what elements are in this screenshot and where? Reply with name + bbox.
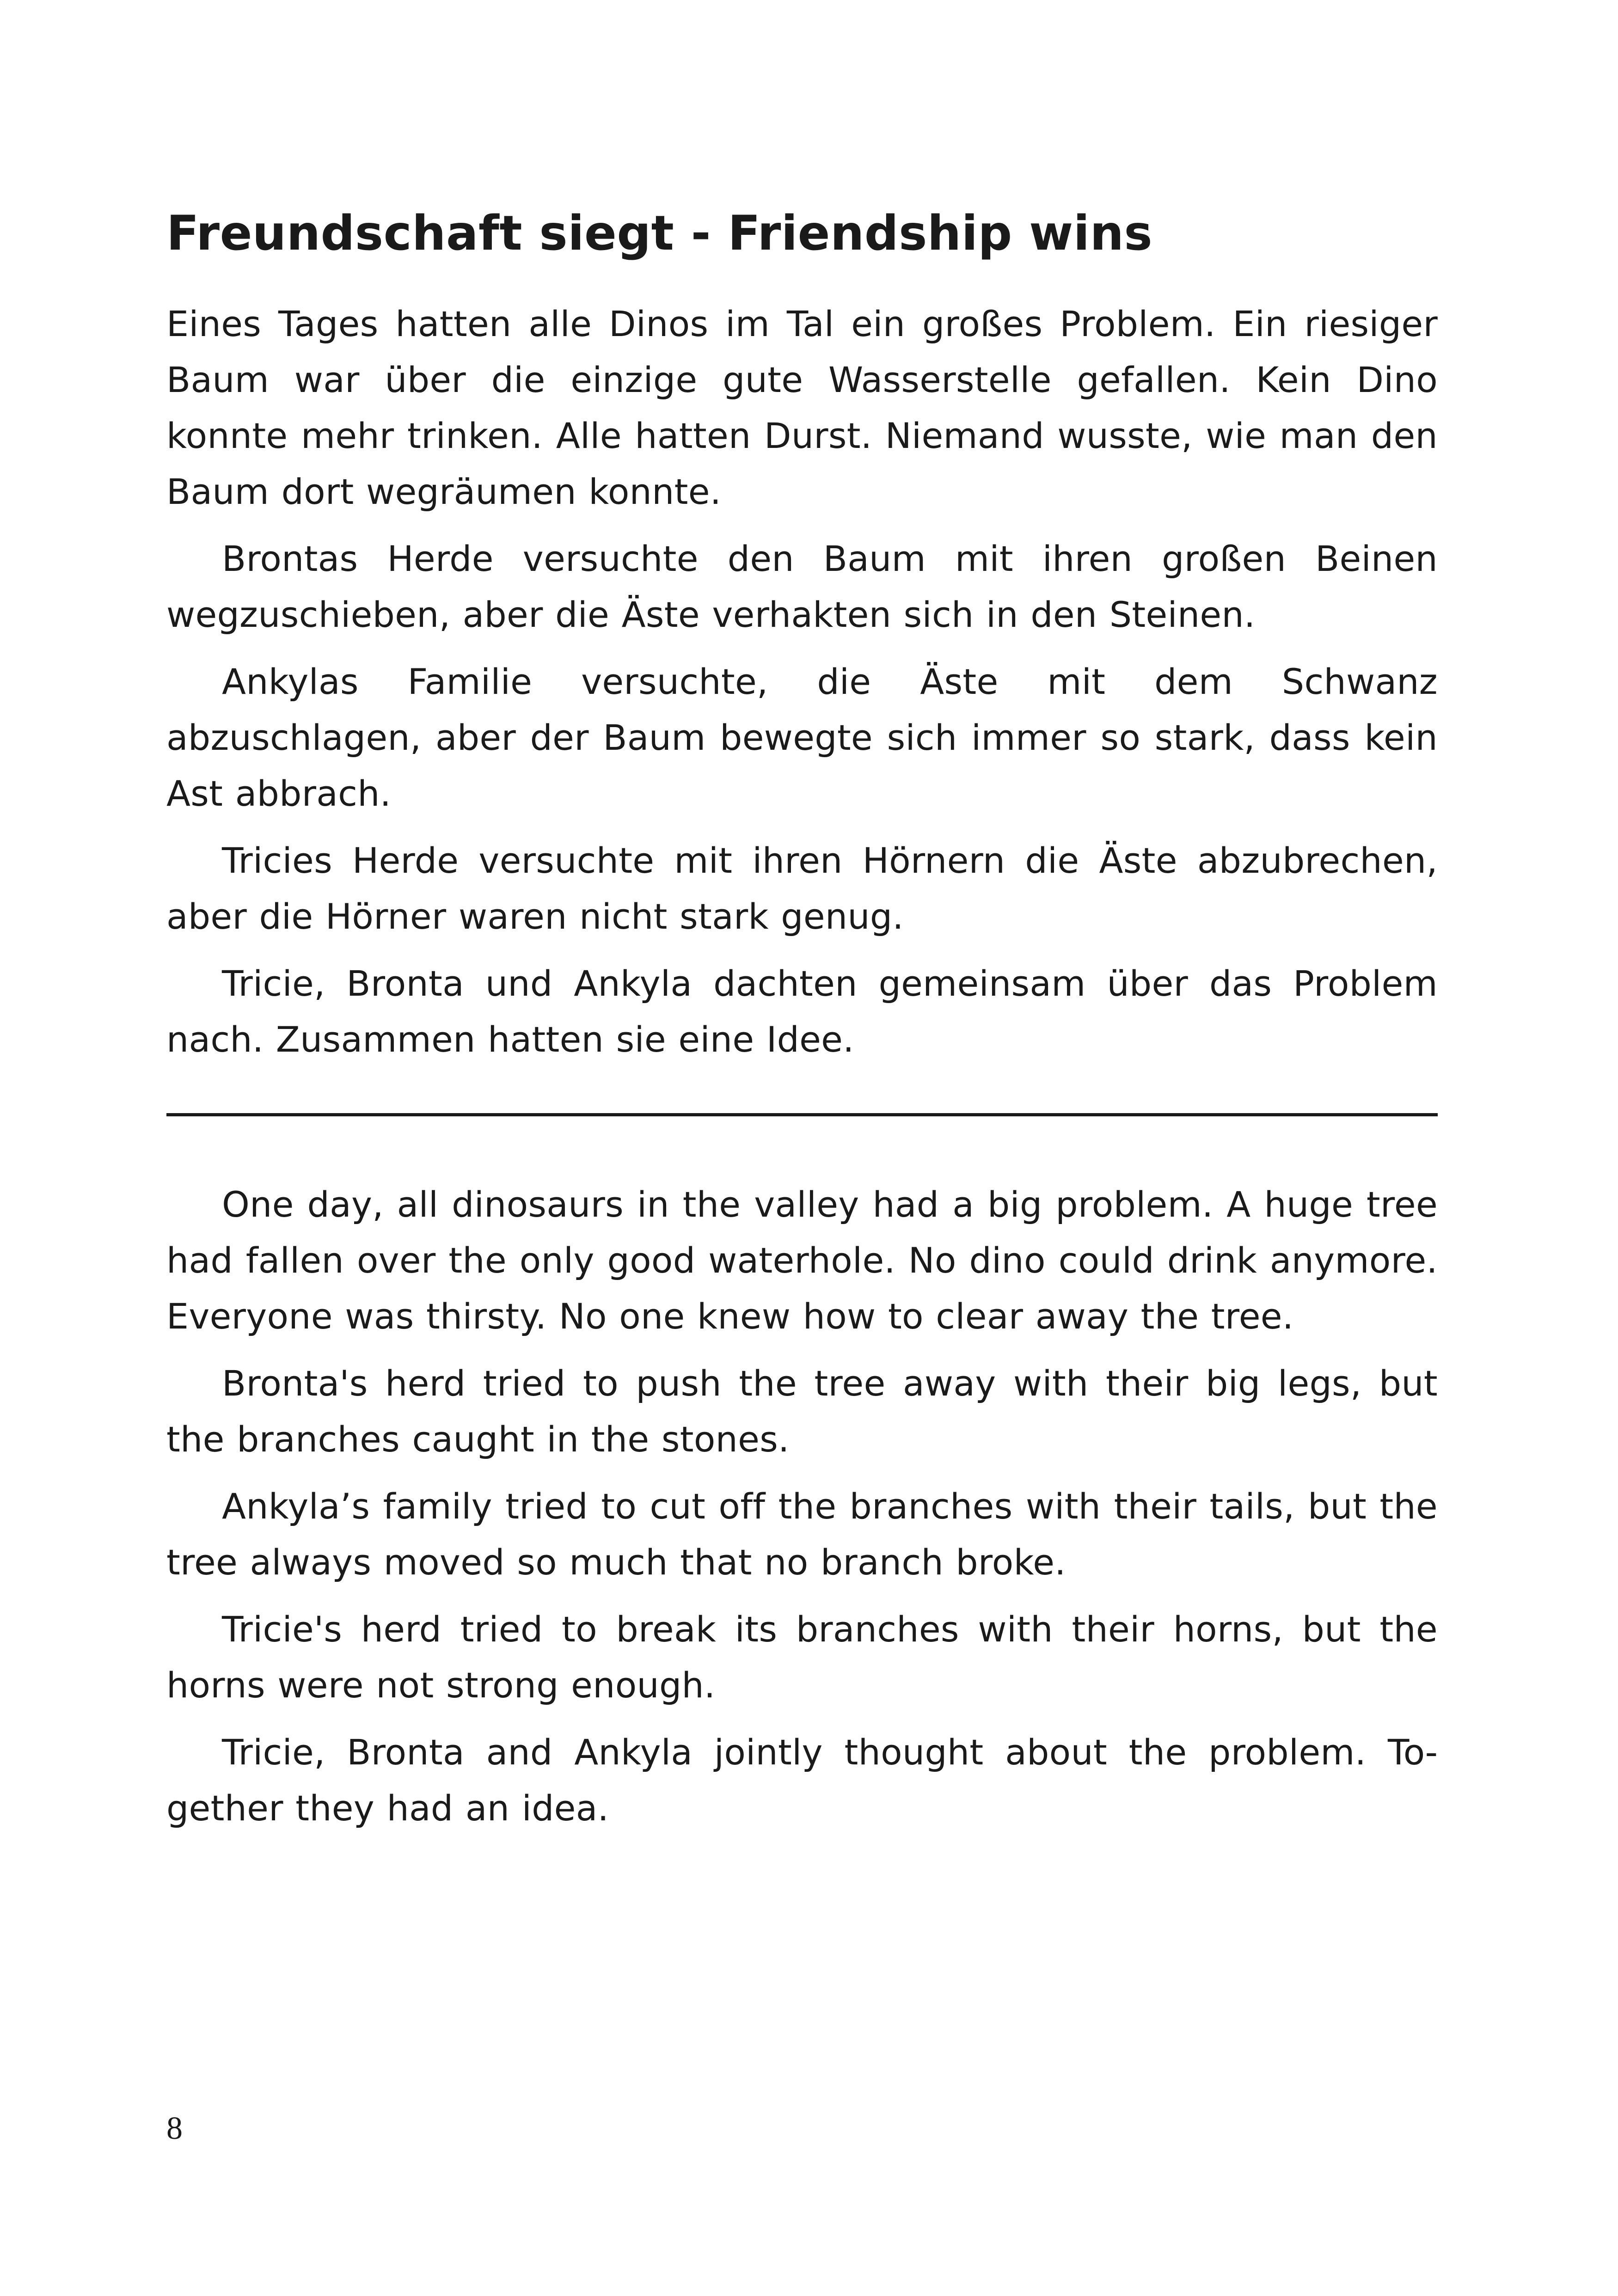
german-paragraph-2: Brontas Herde versuchte den Baum mit ihren großen Beinen wegzuschieben, aber die Äste verhakten sich in den Steinen. <box>166 538 1438 635</box>
english-paragraph-1: One day, all dinosaurs in the valley had a big problem. A huge tree had fallen over the only good waterhole. No dino could drink anymore. Everyone was thirsty. No one knew how to clear away the tree. <box>166 1184 1438 1337</box>
english-paragraph-3: Ankyla’s family tried to cut off the branches with their tails, but the tree always moved so much that no branch broke. <box>166 1486 1438 1583</box>
book-page <box>166 0 1438 2296</box>
section-divider <box>166 1113 1438 1116</box>
german-paragraph-5: Tricie, Bronta und Ankyla dachten gemeinsam über das Problem nach. Zusammen hatten sie eine Idee. <box>166 963 1438 1060</box>
german-paragraph-4: Tricies Herde versuchte mit ihren Hörnern die Äste abzubrechen, aber die Hörner waren nicht stark genug. <box>166 840 1438 937</box>
german-text <box>166 296 1438 1078</box>
german-paragraph-3: Ankylas Familie versuchte, die Äste mit dem Schwanz abzuschlagen, aber der Baum bewegte sich immer so stark, dass kein Ast abbrach. <box>166 661 1438 814</box>
english-paragraph-5: Tricie, Bronta and Ankyla jointly thought about the problem. Together they had an idea. <box>166 1732 1438 1829</box>
page-title: Freundschaft siegt - Friendship wins <box>166 206 1153 261</box>
english-paragraph-4: Tricie's herd tried to break its branches with their horns, but the horns were not strong enough. <box>166 1609 1438 1706</box>
english-text <box>166 1176 1438 1847</box>
german-paragraph-1: Eines Tages hatten alle Dinos im Tal ein großes Problem. Ein riesiger Baum war über die einzige gute Wasserstelle gefallen. Kein Dino konnte mehr trinken. Alle hatten Durst. Niemand wusste, wie man den Baum dort wegräumen konnte. <box>166 303 1438 512</box>
page-number: 8 <box>166 2111 183 2146</box>
english-paragraph-2: Bronta's herd tried to push the tree away with their big legs, but the branches caught in the stones. <box>166 1363 1438 1460</box>
